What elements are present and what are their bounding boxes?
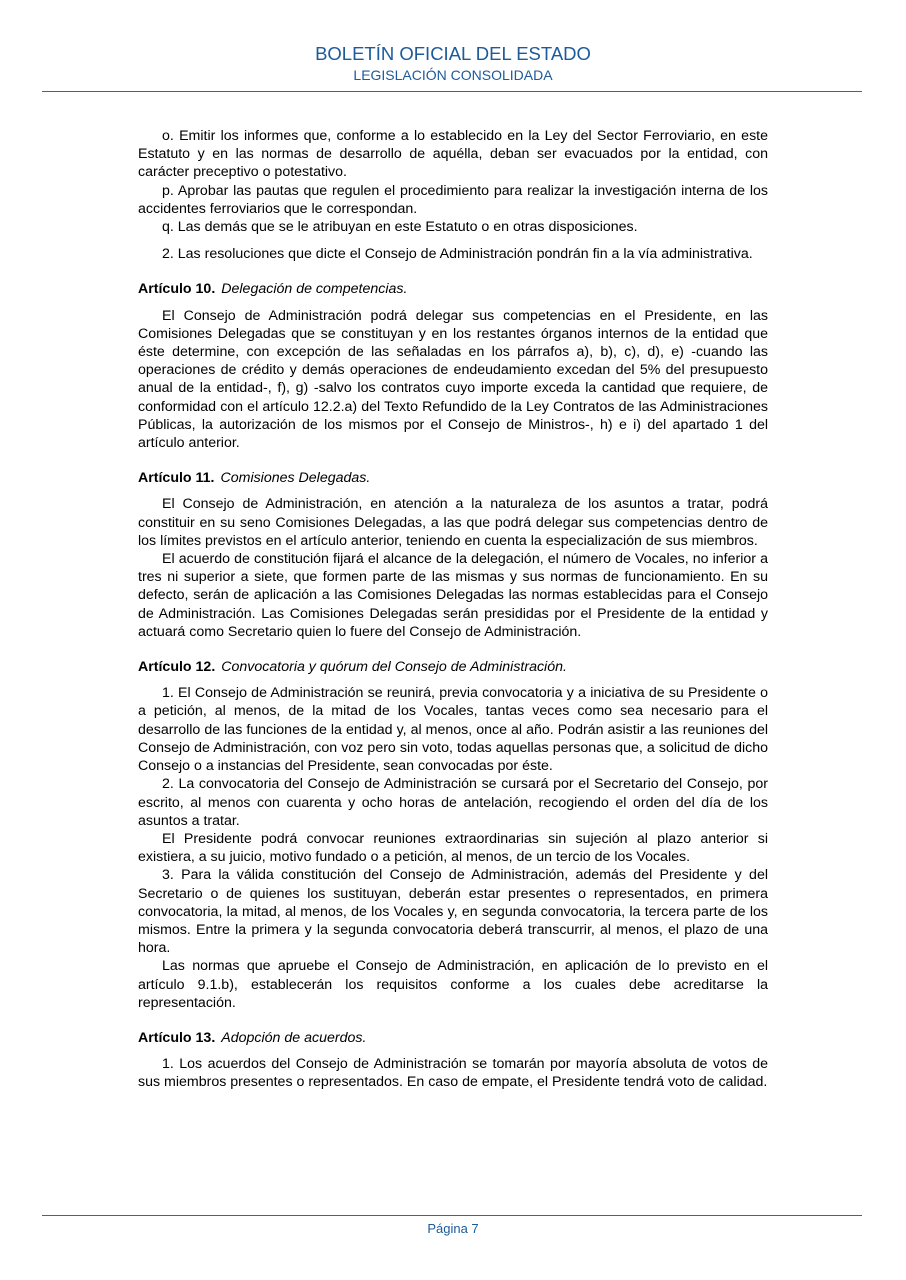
article-title: Adopción de acuerdos. (221, 1029, 367, 1046)
paragraph: 1. Los acuerdos del Consejo de Administración se tomarán por mayoría absoluta de votos de sus miembros presentes o representados. En caso de empate, el Presidente tendrá voto de calidad. (138, 1056, 768, 1091)
document-body (138, 127, 768, 1092)
paragraph: 1. El Consejo de Administración se reunirá, previa convocatoria y a iniciativa de su Presidente o a petición, al menos, de la mitad de los Vocales, tantas veces como sea necesario para el desarrollo de las funciones de la entidad y, al menos, once al año. Podrán asistir a las reuniones del Consejo de Administración, con voz pero sin voto, todas aquellas personas que, a solicitud de dicho Consejo o a instancias del Presidente, sean convocadas por éste. (138, 685, 768, 775)
publication-subtitle: LEGISLACIÓN CONSOLIDADA (353, 67, 553, 83)
article-number: Artículo 10. (138, 281, 216, 298)
paragraph: p. Aprobar las pautas que regulen el procedimiento para realizar la investigación interna de los accidentes ferroviarios que le correspondan. (138, 182, 768, 217)
header-divider (42, 91, 862, 92)
article-number: Artículo 11. (138, 470, 215, 487)
paragraph: El Consejo de Administración podrá delegar sus competencias en el Presidente, en las Comisiones Delegadas que se constituyan y en los restantes órganos internos de la entidad que éste determine, con excepción de las señaladas en los párrafos a), b), c), d), e) -cuando las operaciones de crédito y demás operaciones de endeudamiento excedan del 5% del presupuesto anual de la entidad-, f), g) -salvo los contratos cuyo importe exceda la cantidad que requiere, de conformidad con el artículo 12.2.a) del Texto Refundido de la Ley Contratos de las Administraciones Públicas, la autorización de los mismos por el Consejo de Ministros-, h) e i) del apartado 1 del artículo anterior. (138, 307, 768, 452)
article-heading (138, 469, 768, 487)
paragraph: El Consejo de Administración, en atención a la naturaleza de los asuntos a tratar, podrá constituir en su seno Comisiones Delegadas, a las que podrá delegar sus competencias dentro de los límites previstos en el artículo anterior, teniendo en cuenta la especialización de sus miembros. (138, 496, 768, 549)
paragraph: El Presidente podrá convocar reuniones extraordinarias sin sujeción al plazo anterior si existiera, a su juicio, motivo fundado o a petición, al menos, de un tercio de los Vocales. (138, 830, 768, 866)
page-number: Página 7 (427, 1221, 479, 1236)
article-heading (138, 658, 768, 676)
paragraph: 3. Para la válida constitución del Consejo de Administración, además del Presidente y del Secretario o de quienes los sustituyan, deberán estar presentes o representados, en primera convocatoria, la mitad, al menos, de los Vocales y, en segunda convocatoria, la tercera parte de los mismos. Entre la primera y la segunda convocatoria deberá transcurrir, al menos, el plazo de una hora. (138, 867, 768, 957)
paragraph: q. Las demás que se le atribuyan en este Estatuto o en otras disposiciones. (162, 219, 638, 236)
article-title: Convocatoria y quórum del Consejo de Administración. (221, 659, 567, 676)
publication-title: BOLETÍN OFICIAL DEL ESTADO (315, 43, 591, 64)
article-title: Comisiones Delegadas. (220, 470, 371, 487)
paragraph: o. Emitir los informes que, conforme a lo establecido en la Ley del Sector Ferroviario, en este Estatuto y en las normas de desarrollo de aquélla, deban ser evacuados por la entidad, con carácter preceptivo o potestativo. (138, 128, 768, 181)
paragraph: El acuerdo de constitución fijará el alcance de la delegación, el número de Vocales, no inferior a tres ni superior a siete, que formen parte de las mismas y sus normas de funcionamiento. En su defecto, serán de aplicación a las Comisiones Delegadas las normas establecidas para el Consejo de Administración. Las Comisiones Delegadas serán presididas por el Presidente de la entidad y actuará como Secretario quien lo fuere del Consejo de Administración. (138, 551, 768, 640)
article-number: Artículo 13. (138, 1029, 216, 1046)
footer-divider (42, 1215, 862, 1216)
paragraph: 2. Las resoluciones que dicte el Consejo de Administración pondrán fin a la vía administrativa. (162, 246, 753, 263)
article-title: Delegación de competencias. (221, 281, 408, 298)
paragraph: 2. La convocatoria del Consejo de Administración se cursará por el Secretario del Consejo, por escrito, al menos con cuarenta y ocho horas de antelación, recogiendo el orden del día de los asuntos a tratar. (138, 776, 768, 829)
article-heading (138, 280, 768, 298)
article-heading (138, 1029, 768, 1047)
paragraph: Las normas que apruebe el Consejo de Administración, en aplicación de lo previsto en el artículo 9.1.b), establecerán los requisitos conforme a los cuales debe acreditarse la representación. (138, 958, 768, 1011)
article-number: Artículo 12. (138, 659, 216, 676)
